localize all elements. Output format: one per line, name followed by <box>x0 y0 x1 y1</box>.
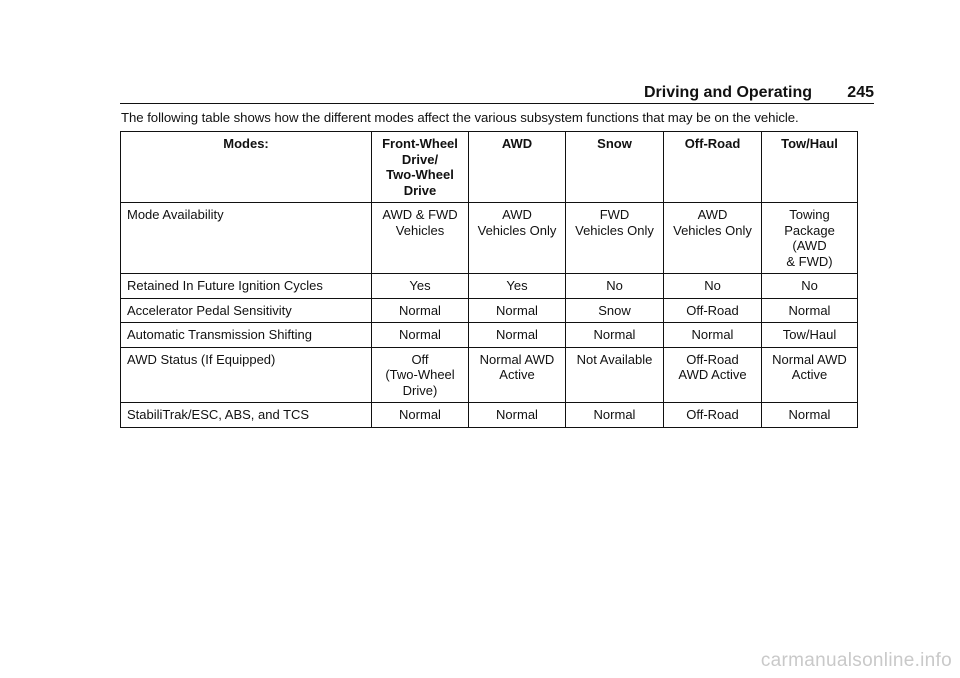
table-cell: Normal <box>762 298 858 323</box>
table-cell: Yes <box>372 274 469 299</box>
table-row <box>121 347 858 403</box>
row-label: Accelerator Pedal Sensitivity <box>121 298 372 323</box>
row-label: StabiliTrak/ESC, ABS, and TCS <box>121 403 372 428</box>
table-cell: AWD & FWD Vehicles <box>372 203 469 274</box>
table-cell: Normal <box>372 298 469 323</box>
intro-paragraph: The following table shows how the different modes affect the various subsystem functions that may be on the vehicle. <box>121 110 799 125</box>
table-cell: Normal <box>469 323 566 348</box>
table-cell: Normal <box>566 323 664 348</box>
table-cell: FWD Vehicles Only <box>566 203 664 274</box>
drive-modes-table <box>120 131 858 428</box>
table-row <box>121 323 858 348</box>
table-cell: Off (Two-Wheel Drive) <box>372 347 469 403</box>
table-row <box>121 274 858 299</box>
table-cell: AWD Vehicles Only <box>664 203 762 274</box>
table-cell: Normal <box>372 323 469 348</box>
table-cell: Yes <box>469 274 566 299</box>
table-cell: Not Available <box>566 347 664 403</box>
table-cell: Normal <box>469 298 566 323</box>
page-number: 245 <box>847 84 874 101</box>
table-cell: Towing Package (AWD & FWD) <box>762 203 858 274</box>
table-cell: Off-Road <box>664 298 762 323</box>
row-label: Mode Availability <box>121 203 372 274</box>
table-cell: No <box>664 274 762 299</box>
table-cell: Off-Road AWD Active <box>664 347 762 403</box>
column-header-tow-haul: Tow/Haul <box>762 132 858 203</box>
table-cell: Normal AWD Active <box>762 347 858 403</box>
column-header-awd: AWD <box>469 132 566 203</box>
table-cell: Snow <box>566 298 664 323</box>
table-cell: Off-Road <box>664 403 762 428</box>
table-cell: Normal <box>762 403 858 428</box>
table-cell: Normal AWD Active <box>469 347 566 403</box>
column-header-fwd: Front-Wheel Drive/ Two-Wheel Drive <box>372 132 469 203</box>
table-cell: Normal <box>664 323 762 348</box>
section-title: Driving and Operating <box>643 84 812 101</box>
table-cell: No <box>762 274 858 299</box>
table-row <box>121 403 858 428</box>
table-row <box>121 203 858 274</box>
column-header-modes: Modes: <box>121 132 372 203</box>
column-header-snow: Snow <box>566 132 664 203</box>
header-rule <box>120 103 874 104</box>
table-row <box>121 298 858 323</box>
table-cell: Normal <box>372 403 469 428</box>
table-cell: Normal <box>566 403 664 428</box>
row-label: AWD Status (If Equipped) <box>121 347 372 403</box>
column-header-off-road: Off-Road <box>664 132 762 203</box>
table-cell: Normal <box>469 403 566 428</box>
table-cell: No <box>566 274 664 299</box>
table-cell: Tow/Haul <box>762 323 858 348</box>
row-label: Retained In Future Ignition Cycles <box>121 274 372 299</box>
watermark: carmanualsonline.info <box>760 650 952 671</box>
row-label: Automatic Transmission Shifting <box>121 323 372 348</box>
page-header <box>120 80 874 104</box>
table-cell: AWD Vehicles Only <box>469 203 566 274</box>
table-header-row <box>121 132 858 203</box>
